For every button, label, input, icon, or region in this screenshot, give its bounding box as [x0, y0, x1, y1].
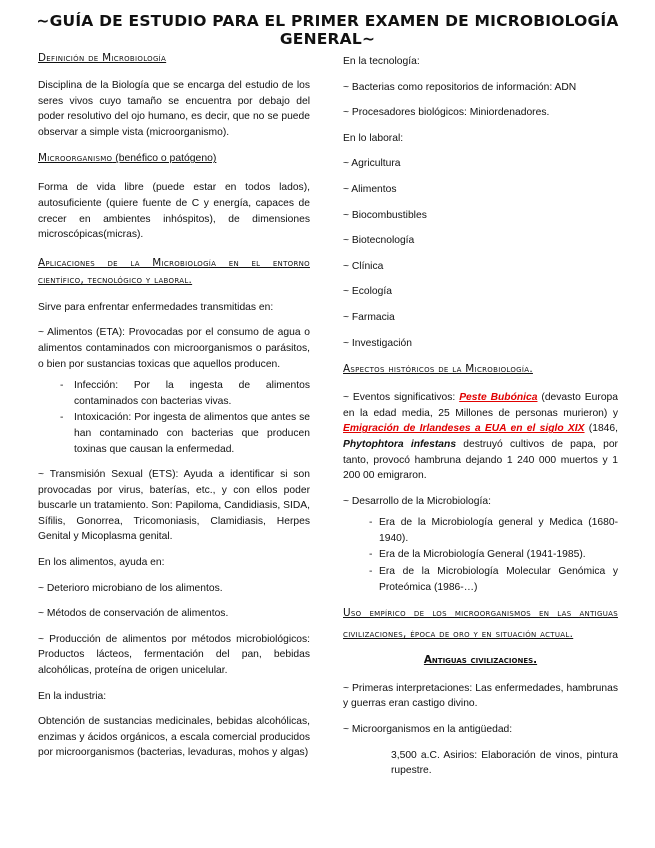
development-list — [343, 515, 618, 595]
eta-list — [38, 378, 310, 457]
technology-intro: En la tecnología: — [343, 56, 420, 67]
labor-item: ~ Agricultura — [343, 158, 401, 170]
list-item: - Era de la Microbiología Molecular Genómica y Proteómica (1986-…) — [343, 564, 618, 595]
antiquity-intro: ~ Microorganismos en la antigüedad: — [343, 724, 513, 736]
industry-text: Obtención de sustancias medicinales, bebidas alcohólicas, enzimas y ácidos orgánicos, a escala comercial producidos por microorganismos (bacterias, levaduras, mohos y algas) — [38, 716, 310, 759]
labor-item: ~ Investigación — [343, 337, 412, 349]
empirical-use-heading-line2: civilizaciones, época de oro y en situación actual. — [343, 628, 574, 641]
definition-text: Disciplina de la Biología que se encarga del estudio de los seres vivos cuyo tamaño se encuentra por debajo del poder resolutivo del ojo humano, es decir, que no se puede observar a simple vista (microorganismo). — [38, 80, 310, 138]
industry-intro: En la industria: — [38, 690, 107, 702]
asirios-text: 3,500 a.C. Asirios: Elaboración de vinos, pintura rupestre. — [391, 749, 618, 777]
history-heading: Aspectos históricos de la Microbiología. — [343, 363, 533, 376]
list-item: - Era de la Microbiología general y Medica (1680-1940). — [343, 515, 618, 546]
empirical-use-heading-line1: Uso empírico de los microorganismos en las antiguas — [343, 607, 618, 620]
events-text — [343, 390, 618, 484]
applications-heading-line2: científico, tecnológico y laboral. — [38, 273, 193, 286]
ets-text: ~ Transmisión Sexual (ETS): Ayuda a identificar si son provocadas por virus, baterías, etc., y con ellos poder buscarle un tratamiento. Son: Papiloma, Candidiasis, SIDA, Sífilis, Gonorrea, Tricomoniasis, Clamidiasis, Herpes Genital y Micoplasma genital. — [38, 469, 310, 543]
labor-intro: En lo laboral: — [343, 132, 404, 144]
events-mid1: (devasto Europa en la edad media, 25 Millones de personas murieron) y — [343, 392, 618, 419]
right-column — [343, 54, 618, 789]
list-item: - Intoxicación: Por ingesta de alimentos que antes se han contaminado con bacterias que producen toxinas que causan la enfermedad. — [38, 410, 310, 457]
microorganism-text: Forma de vida libre (puede estar en todos lados), autosuficiente (quiere fuente de C y energía, capaces de crecer en ambientes inhóspitos), de dimensiones microscópicas(micras). — [38, 182, 310, 241]
microorganism-heading-label: Microorganismo — [38, 152, 113, 165]
labor-item: ~ Biocombustibles — [343, 209, 427, 221]
food-intro: En los alimentos, ayuda en: — [38, 557, 165, 569]
labor-item: ~ Alimentos — [343, 183, 397, 195]
labor-item: ~ Clínica — [343, 260, 384, 272]
food-production-text: ~ Producción de alimentos por métodos microbiológicos: Productos lácteos, fermentación del pan, bebidas alcohólicas, proteína de origen unicelular. — [38, 633, 310, 677]
food-item: ~ Deterioro microbiano de los alimentos. — [38, 582, 223, 594]
applications-intro: Sirve para enfrentar enfermedades transmitidas en: — [38, 301, 274, 313]
event-phytophtora: Phytophtora infestans — [343, 438, 457, 450]
list-item: - Infección: Por la ingesta de alimentos contaminados con bacterias vivas. — [38, 378, 310, 409]
page-title: ~GUÍA DE ESTUDIO PARA EL PRIMER EXAMEN DE MICROBIOLOGÍA GENERAL~ — [36, 12, 619, 48]
eta-text: ~ Alimentos (ETA): Provocadas por el consumo de agua o alimentos contaminados con microorganismos o parásitos, o bien por sustancias toxicas que aquellos producen. — [38, 327, 310, 370]
applications-heading-line1: Aplicaciones de la Microbiología en el entorno — [38, 256, 310, 269]
labor-item: ~ Biotecnología — [343, 235, 415, 247]
labor-item: ~ Farmacia — [343, 311, 395, 323]
development-intro: ~ Desarrollo de la Microbiología: — [343, 495, 491, 507]
food-item: ~ Métodos de conservación de alimentos. — [38, 608, 229, 620]
first-interpretations-text: ~ Primeras interpretaciones: Las enfermedades, hambrunas y guerras eran castigo divino. — [343, 682, 618, 710]
list-item: - Era de la Microbiología General (1941-1985). — [343, 547, 618, 563]
events-prefix: ~ Eventos significativos: — [343, 392, 460, 404]
event-emigration: Emigración de Irlandeses a EUA en el siglo XIX — [343, 423, 585, 435]
event-plague: Peste Bubónica — [459, 392, 538, 404]
microorganism-heading — [38, 150, 310, 167]
events-mid2: (1846, — [584, 423, 618, 435]
events-end: destruyó cultivos de papa, por tanto, provocó hambruna dejando 1 240 000 muertos y 1 200 00 emigraron. — [343, 438, 618, 482]
left-column — [38, 50, 310, 771]
microorganism-note: (benéfico o patógeno) — [112, 153, 217, 165]
technology-item: ~ Bacterias como repositorios de información: ADN — [343, 81, 577, 93]
labor-item: ~ Ecología — [343, 286, 392, 298]
definition-heading: Definición de Microbiología — [38, 52, 167, 64]
ancient-civilizations-heading: Antiguas civilizaciones. — [423, 654, 538, 667]
technology-item: ~ Procesadores biológicos: Miniordenadores. — [343, 107, 550, 119]
